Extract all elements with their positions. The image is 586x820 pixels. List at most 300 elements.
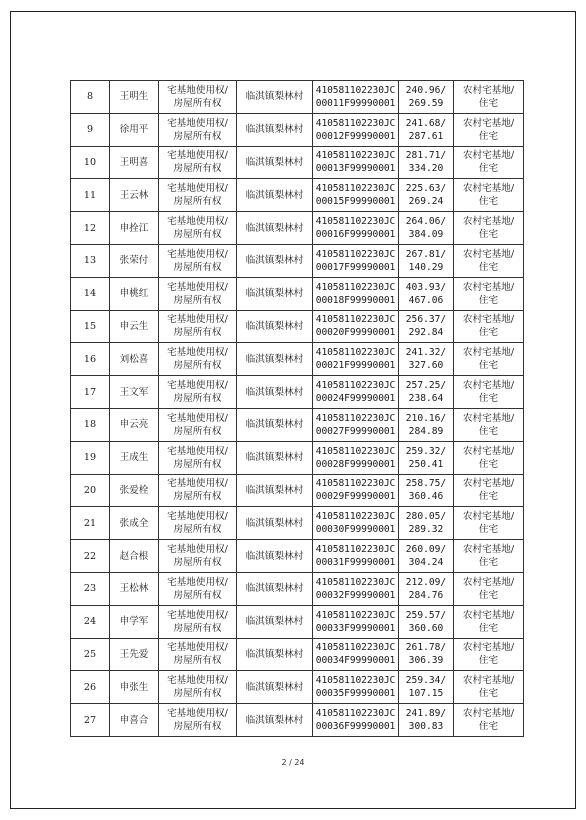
cell-usage (454, 572, 524, 605)
cell-location: 临淇镇梨林村 (237, 81, 313, 114)
cell-area-line: 257.25/ (405, 380, 447, 392)
cell-right-type (159, 638, 237, 671)
cell-right-type (159, 81, 237, 114)
cell-owner-name: 王文军 (110, 376, 159, 409)
table-row (71, 376, 524, 409)
cell-unit-code-line: 410581102230JC (315, 216, 396, 228)
cell-area-line: 259.57/ (405, 609, 447, 621)
cell-location: 临淇镇梨林村 (237, 244, 313, 277)
cell-location: 临淇镇梨林村 (237, 572, 313, 605)
cell-usage (454, 113, 524, 146)
cell-usage-line: 农村宅基地/ (462, 281, 515, 293)
cell-number: 14 (71, 277, 110, 310)
cell-right-type-line: 宅基地使用权/ (167, 183, 228, 195)
cell-area-line: 260.09/ (405, 544, 447, 556)
cell-right-type-line: 房屋所有权 (173, 425, 222, 437)
cell-area (399, 671, 454, 704)
cell-usage-line: 住宅 (478, 196, 499, 208)
cell-right-type (159, 310, 237, 343)
cell-right-type-line: 房屋所有权 (173, 163, 222, 175)
cell-area (399, 81, 454, 114)
cell-usage-line: 住宅 (478, 491, 499, 503)
table-row (71, 277, 524, 310)
cell-usage-line: 住宅 (478, 360, 499, 372)
table-row (71, 343, 524, 376)
cell-area-line: 360.60 (408, 622, 444, 634)
cell-unit-code (313, 244, 399, 277)
cell-area (399, 146, 454, 179)
cell-area-line: 269.59 (408, 97, 444, 109)
cell-right-type (159, 277, 237, 310)
cell-unit-code-line: 00030F99990001 (315, 524, 396, 536)
cell-unit-code-line: 00029F99990001 (315, 491, 396, 503)
cell-usage-line: 农村宅基地/ (462, 478, 515, 490)
cell-unit-code-line: 00031F99990001 (315, 557, 396, 569)
table-row (71, 212, 524, 245)
cell-usage-line: 住宅 (478, 97, 499, 109)
cell-owner-name: 刘松喜 (110, 343, 159, 376)
cell-usage-line: 农村宅基地/ (462, 675, 515, 687)
cell-location: 临淇镇梨林村 (237, 376, 313, 409)
cell-area-line: 256.37/ (405, 314, 447, 326)
cell-area (399, 179, 454, 212)
cell-usage (454, 343, 524, 376)
cell-unit-code-line: 00015F99990001 (315, 196, 396, 208)
cell-owner-name: 申云生 (110, 310, 159, 343)
cell-area-line: 267.81/ (405, 248, 447, 260)
cell-area-line: 241.89/ (405, 708, 447, 720)
cell-location: 临淇镇梨林村 (237, 507, 313, 540)
cell-usage-line: 农村宅基地/ (462, 150, 515, 162)
cell-owner-name: 王明喜 (110, 146, 159, 179)
cell-right-type-line: 宅基地使用权/ (167, 412, 228, 424)
cell-number: 11 (71, 179, 110, 212)
cell-number: 18 (71, 408, 110, 441)
cell-usage-line: 农村宅基地/ (462, 314, 515, 326)
cell-area-line: 327.60 (408, 360, 444, 372)
cell-right-type-line: 房屋所有权 (173, 688, 222, 700)
cell-location: 临淇镇梨林村 (237, 671, 313, 704)
cell-area-line: 250.41 (408, 458, 444, 470)
cell-area-line: 403.93/ (405, 281, 447, 293)
cell-right-type (159, 572, 237, 605)
cell-location: 临淇镇梨林村 (237, 474, 313, 507)
cell-area (399, 244, 454, 277)
cell-usage (454, 638, 524, 671)
cell-owner-name: 申云亮 (110, 408, 159, 441)
cell-unit-code-line: 410581102230JC (315, 511, 396, 523)
cell-owner-name: 申喜合 (110, 704, 159, 737)
cell-usage-line: 住宅 (478, 721, 499, 733)
cell-area-line: 259.34/ (405, 675, 447, 687)
cell-location: 临淇镇梨林村 (237, 212, 313, 245)
cell-unit-code-line: 410581102230JC (315, 117, 396, 129)
cell-unit-code-line: 00020F99990001 (315, 327, 396, 339)
cell-area-line: 107.15 (408, 688, 444, 700)
cell-location: 临淇镇梨林村 (237, 343, 313, 376)
cell-number: 25 (71, 638, 110, 671)
cell-usage-line: 农村宅基地/ (462, 347, 515, 359)
cell-usage-line: 农村宅基地/ (462, 183, 515, 195)
table-row (71, 113, 524, 146)
cell-unit-code (313, 81, 399, 114)
cell-unit-code (313, 113, 399, 146)
cell-number: 22 (71, 540, 110, 573)
cell-usage-line: 住宅 (478, 163, 499, 175)
cell-area-line: 360.46 (408, 491, 444, 503)
cell-unit-code-line: 00011F99990001 (315, 97, 396, 109)
cell-owner-name: 申拴江 (110, 212, 159, 245)
cell-usage-line: 农村宅基地/ (462, 380, 515, 392)
cell-right-type-line: 房屋所有权 (173, 327, 222, 339)
cell-right-type-line: 宅基地使用权/ (167, 445, 228, 457)
cell-right-type (159, 441, 237, 474)
table-row (71, 441, 524, 474)
cell-right-type-line: 宅基地使用权/ (167, 314, 228, 326)
cell-usage-line: 住宅 (478, 229, 499, 241)
table-row (71, 146, 524, 179)
cell-owner-name: 王成生 (110, 441, 159, 474)
cell-number: 27 (71, 704, 110, 737)
cell-unit-code (313, 310, 399, 343)
cell-right-type-line: 房屋所有权 (173, 458, 222, 470)
cell-right-type-line: 宅基地使用权/ (167, 609, 228, 621)
cell-usage (454, 81, 524, 114)
cell-right-type (159, 244, 237, 277)
cell-unit-code (313, 376, 399, 409)
cell-area-line: 304.24 (408, 557, 444, 569)
cell-usage-line: 住宅 (478, 261, 499, 273)
cell-right-type-line: 宅基地使用权/ (167, 84, 228, 96)
cell-unit-code (313, 671, 399, 704)
cell-location: 临淇镇梨林村 (237, 113, 313, 146)
cell-owner-name: 王明生 (110, 81, 159, 114)
cell-right-type-line: 宅基地使用权/ (167, 708, 228, 720)
cell-location: 临淇镇梨林村 (237, 310, 313, 343)
cell-area-line: 240.96/ (405, 84, 447, 96)
cell-unit-code-line: 410581102230JC (315, 380, 396, 392)
cell-usage-line: 农村宅基地/ (462, 609, 515, 621)
cell-usage (454, 540, 524, 573)
cell-right-type-line: 房屋所有权 (173, 294, 222, 306)
cell-owner-name: 王云林 (110, 179, 159, 212)
cell-right-type-line: 宅基地使用权/ (167, 675, 228, 687)
cell-usage-line: 住宅 (478, 327, 499, 339)
cell-unit-code-line: 410581102230JC (315, 412, 396, 424)
cell-unit-code-line: 410581102230JC (315, 576, 396, 588)
cell-area-line: 300.83 (408, 721, 444, 733)
cell-area (399, 474, 454, 507)
cell-number: 23 (71, 572, 110, 605)
cell-unit-code (313, 441, 399, 474)
table-row (71, 474, 524, 507)
cell-area (399, 572, 454, 605)
cell-number: 24 (71, 605, 110, 638)
cell-area (399, 540, 454, 573)
cell-number: 8 (71, 81, 110, 114)
table-row (71, 244, 524, 277)
cell-area-line: 238.64 (408, 393, 444, 405)
cell-unit-code-line: 00018F99990001 (315, 294, 396, 306)
table-body (71, 81, 524, 737)
cell-usage-line: 农村宅基地/ (462, 544, 515, 556)
cell-unit-code-line: 410581102230JC (315, 314, 396, 326)
table-row (71, 310, 524, 343)
cell-area-line: 261.78/ (405, 642, 447, 654)
cell-number: 13 (71, 244, 110, 277)
cell-right-type-line: 房屋所有权 (173, 721, 222, 733)
cell-area (399, 376, 454, 409)
cell-number: 21 (71, 507, 110, 540)
cell-usage-line: 住宅 (478, 688, 499, 700)
table-row (71, 408, 524, 441)
cell-usage-line: 农村宅基地/ (462, 216, 515, 228)
cell-unit-code-line: 410581102230JC (315, 281, 396, 293)
cell-usage-line: 农村宅基地/ (462, 708, 515, 720)
cell-right-type-line: 宅基地使用权/ (167, 642, 228, 654)
cell-usage (454, 671, 524, 704)
cell-area-line: 289.32 (408, 524, 444, 536)
cell-area-line: 264.06/ (405, 216, 447, 228)
cell-area (399, 441, 454, 474)
cell-unit-code (313, 343, 399, 376)
cell-usage-line: 住宅 (478, 524, 499, 536)
cell-number: 15 (71, 310, 110, 343)
cell-usage-line: 住宅 (478, 458, 499, 470)
cell-area (399, 638, 454, 671)
cell-unit-code (313, 507, 399, 540)
cell-usage (454, 507, 524, 540)
cell-right-type-line: 房屋所有权 (173, 622, 222, 634)
cell-area-line: 259.32/ (405, 445, 447, 457)
cell-right-type-line: 宅基地使用权/ (167, 117, 228, 129)
cell-owner-name: 张爱栓 (110, 474, 159, 507)
cell-area-line: 258.75/ (405, 478, 447, 490)
cell-right-type-line: 房屋所有权 (173, 557, 222, 569)
cell-usage-line: 住宅 (478, 425, 499, 437)
cell-owner-name: 王松林 (110, 572, 159, 605)
cell-area-line: 284.89 (408, 425, 444, 437)
cell-usage-line: 住宅 (478, 557, 499, 569)
cell-usage-line: 农村宅基地/ (462, 412, 515, 424)
cell-right-type (159, 540, 237, 573)
cell-unit-code-line: 00013F99990001 (315, 163, 396, 175)
cell-usage (454, 704, 524, 737)
cell-location: 临淇镇梨林村 (237, 408, 313, 441)
cell-usage (454, 376, 524, 409)
table-row (71, 81, 524, 114)
cell-unit-code-line: 410581102230JC (315, 150, 396, 162)
cell-right-type-line: 房屋所有权 (173, 491, 222, 503)
table-row (71, 605, 524, 638)
cell-unit-code-line: 00032F99990001 (315, 589, 396, 601)
cell-right-type (159, 671, 237, 704)
cell-usage-line: 住宅 (478, 294, 499, 306)
cell-right-type (159, 408, 237, 441)
cell-area (399, 212, 454, 245)
cell-usage-line: 农村宅基地/ (462, 445, 515, 457)
cell-area (399, 113, 454, 146)
cell-area (399, 507, 454, 540)
cell-unit-code (313, 277, 399, 310)
table-row (71, 540, 524, 573)
cell-unit-code-line: 410581102230JC (315, 544, 396, 556)
cell-usage (454, 474, 524, 507)
cell-unit-code-line: 410581102230JC (315, 248, 396, 260)
cell-location: 临淇镇梨林村 (237, 638, 313, 671)
cell-area-line: 284.76 (408, 589, 444, 601)
cell-usage (454, 146, 524, 179)
cell-usage-line: 住宅 (478, 622, 499, 634)
cell-unit-code-line: 00033F99990001 (315, 622, 396, 634)
cell-right-type (159, 343, 237, 376)
cell-usage (454, 277, 524, 310)
cell-unit-code-line: 00017F99990001 (315, 261, 396, 273)
cell-unit-code-line: 00012F99990001 (315, 130, 396, 142)
table-row (71, 704, 524, 737)
cell-usage (454, 244, 524, 277)
cell-area-line: 225.63/ (405, 183, 447, 195)
cell-right-type-line: 宅基地使用权/ (167, 150, 228, 162)
cell-area-line: 212.09/ (405, 576, 447, 588)
cell-area (399, 704, 454, 737)
cell-unit-code (313, 179, 399, 212)
cell-number: 10 (71, 146, 110, 179)
cell-unit-code-line: 00021F99990001 (315, 360, 396, 372)
cell-area (399, 343, 454, 376)
cell-unit-code-line: 00016F99990001 (315, 229, 396, 241)
cell-unit-code-line: 00024F99990001 (315, 393, 396, 405)
cell-unit-code-line: 00036F99990001 (315, 721, 396, 733)
cell-unit-code (313, 146, 399, 179)
cell-usage-line: 农村宅基地/ (462, 576, 515, 588)
cell-right-type-line: 宅基地使用权/ (167, 511, 228, 523)
cell-area-line: 281.71/ (405, 150, 447, 162)
cell-number: 9 (71, 113, 110, 146)
cell-unit-code-line: 410581102230JC (315, 183, 396, 195)
cell-unit-code-line: 410581102230JC (315, 609, 396, 621)
cell-usage (454, 441, 524, 474)
cell-owner-name: 张成全 (110, 507, 159, 540)
cell-right-type (159, 376, 237, 409)
cell-right-type (159, 704, 237, 737)
cell-unit-code (313, 704, 399, 737)
table-row (71, 572, 524, 605)
cell-right-type-line: 房屋所有权 (173, 97, 222, 109)
table-row (71, 179, 524, 212)
cell-usage-line: 农村宅基地/ (462, 642, 515, 654)
cell-unit-code (313, 212, 399, 245)
cell-unit-code-line: 410581102230JC (315, 478, 396, 490)
cell-right-type-line: 房屋所有权 (173, 360, 222, 372)
cell-owner-name: 赵合根 (110, 540, 159, 573)
cell-right-type (159, 507, 237, 540)
cell-location: 临淇镇梨林村 (237, 441, 313, 474)
cell-area-line: 467.06 (408, 294, 444, 306)
cell-unit-code-line: 00034F99990001 (315, 655, 396, 667)
cell-right-type (159, 212, 237, 245)
cell-right-type-line: 房屋所有权 (173, 130, 222, 142)
cell-area-line: 269.24 (408, 196, 444, 208)
cell-usage-line: 住宅 (478, 393, 499, 405)
cell-right-type-line: 宅基地使用权/ (167, 380, 228, 392)
cell-area-line: 241.32/ (405, 347, 447, 359)
cell-right-type-line: 房屋所有权 (173, 229, 222, 241)
table-row (71, 507, 524, 540)
cell-area-line: 280.05/ (405, 511, 447, 523)
cell-unit-code-line: 00028F99990001 (315, 458, 396, 470)
cell-area (399, 605, 454, 638)
page-number: 2 / 24 (281, 758, 305, 767)
cell-unit-code (313, 474, 399, 507)
cell-right-type-line: 房屋所有权 (173, 196, 222, 208)
cell-owner-name: 徐用平 (110, 113, 159, 146)
cell-usage-line: 农村宅基地/ (462, 84, 515, 96)
cell-number: 20 (71, 474, 110, 507)
cell-unit-code-line: 00027F99990001 (315, 425, 396, 437)
cell-owner-name: 王先爱 (110, 638, 159, 671)
cell-location: 临淇镇梨林村 (237, 146, 313, 179)
cell-owner-name: 申桃红 (110, 277, 159, 310)
cell-unit-code-line: 410581102230JC (315, 675, 396, 687)
cell-right-type (159, 179, 237, 212)
cell-right-type-line: 宅基地使用权/ (167, 216, 228, 228)
cell-area-line: 140.29 (408, 261, 444, 273)
property-registry-table (70, 80, 524, 737)
cell-location: 临淇镇梨林村 (237, 179, 313, 212)
cell-right-type-line: 宅基地使用权/ (167, 281, 228, 293)
cell-unit-code (313, 408, 399, 441)
cell-area-line: 292.84 (408, 327, 444, 339)
cell-right-type-line: 宅基地使用权/ (167, 544, 228, 556)
cell-right-type (159, 474, 237, 507)
cell-area-line: 210.16/ (405, 412, 447, 424)
cell-location: 临淇镇梨林村 (237, 540, 313, 573)
cell-usage (454, 310, 524, 343)
cell-unit-code-line: 410581102230JC (315, 84, 396, 96)
cell-right-type-line: 房屋所有权 (173, 655, 222, 667)
cell-usage-line: 农村宅基地/ (462, 117, 515, 129)
cell-right-type-line: 宅基地使用权/ (167, 248, 228, 260)
cell-owner-name: 申张生 (110, 671, 159, 704)
cell-location: 临淇镇梨林村 (237, 605, 313, 638)
cell-unit-code-line: 410581102230JC (315, 642, 396, 654)
cell-unit-code-line: 410581102230JC (315, 445, 396, 457)
cell-number: 17 (71, 376, 110, 409)
cell-unit-code (313, 540, 399, 573)
cell-area-line: 306.39 (408, 655, 444, 667)
cell-location: 临淇镇梨林村 (237, 277, 313, 310)
cell-owner-name: 申学军 (110, 605, 159, 638)
cell-right-type-line: 宅基地使用权/ (167, 576, 228, 588)
cell-owner-name: 张荣付 (110, 244, 159, 277)
cell-right-type-line: 房屋所有权 (173, 261, 222, 273)
cell-usage-line: 住宅 (478, 130, 499, 142)
cell-number: 16 (71, 343, 110, 376)
cell-unit-code-line: 00035F99990001 (315, 688, 396, 700)
cell-usage (454, 408, 524, 441)
table-row (71, 638, 524, 671)
cell-area-line: 241.68/ (405, 117, 447, 129)
cell-area-line: 334.20 (408, 163, 444, 175)
cell-right-type-line: 房屋所有权 (173, 589, 222, 601)
cell-right-type-line: 宅基地使用权/ (167, 478, 228, 490)
cell-right-type (159, 146, 237, 179)
cell-area (399, 277, 454, 310)
cell-right-type-line: 房屋所有权 (173, 393, 222, 405)
cell-usage (454, 605, 524, 638)
cell-right-type (159, 605, 237, 638)
